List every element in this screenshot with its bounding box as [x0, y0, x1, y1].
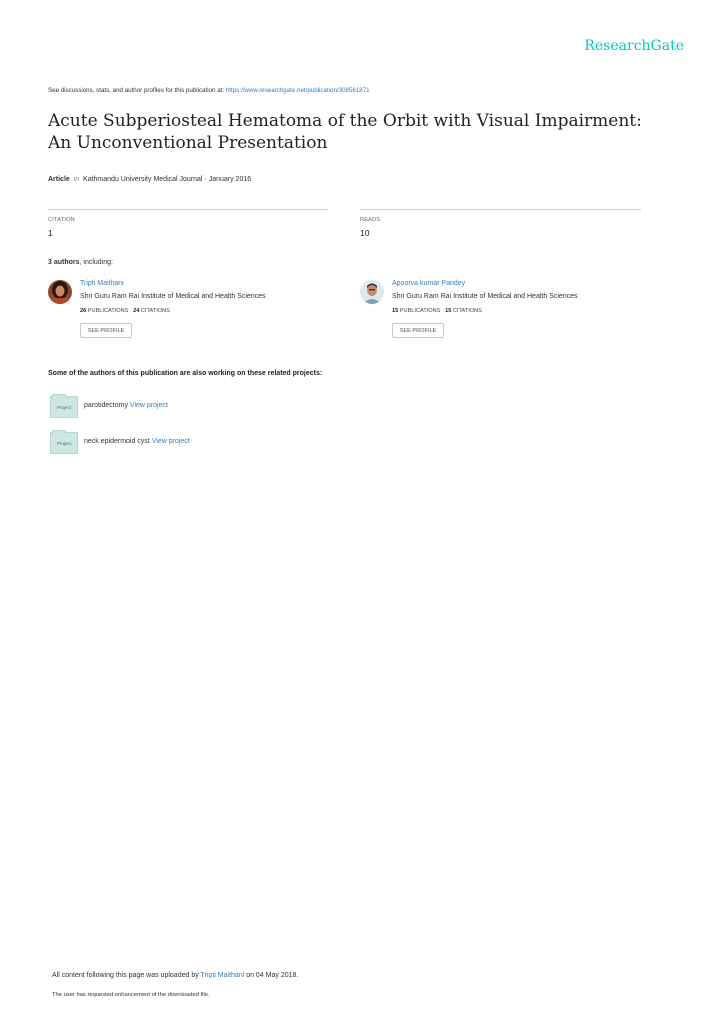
reads-label: READS: [360, 217, 381, 223]
avatar-apoorva-kumar-pandey[interactable]: [360, 280, 384, 304]
uploaded-suffix: on 04 May 2018.: [246, 972, 299, 979]
see-profile-button[interactable]: SEE PROFILE: [392, 323, 444, 338]
publication-type: Article: [48, 176, 70, 183]
request-note: The user has requested enhancement of the downloaded file.: [52, 992, 210, 998]
publications-count: 26: [80, 308, 87, 314]
uploaded-prefix: All content following this page was uploaded by: [52, 972, 199, 979]
author-institution[interactable]: Shri Guru Ram Rai Institute of Medical and Health Sciences: [80, 293, 266, 300]
in-label: in: [73, 176, 80, 183]
publication-url-link[interactable]: https://www.researchgate.net/publication/308561871: [225, 87, 370, 94]
author-name-link[interactable]: Tripti Maithani: [80, 280, 124, 287]
authors-suffix: , including:: [79, 259, 113, 266]
uploader-link[interactable]: Tripti Maithani: [200, 972, 245, 979]
publications-count: 15: [392, 308, 399, 314]
project-thumbnail[interactable]: [50, 396, 78, 418]
see-profile-button[interactable]: SEE PROFILE: [80, 323, 132, 338]
author-name-link[interactable]: Apoorva kumar Pandey: [392, 280, 466, 287]
project-name: neck epidermoid cyst: [84, 438, 150, 445]
avatar-tripti-maithani[interactable]: [48, 280, 72, 304]
citations-count: 24: [133, 308, 140, 314]
author-stats: [392, 308, 482, 314]
avatar-image: [360, 280, 384, 304]
divider-right: [360, 209, 641, 210]
citations-label: CITATIONS: [452, 308, 482, 314]
project-thumbnail-label: Project: [56, 404, 71, 410]
publications-label: PUBLICATIONS: [87, 308, 129, 314]
project-name: parotidectomy: [84, 402, 128, 409]
project-thumbnail[interactable]: [50, 432, 78, 454]
authors-heading: [48, 259, 113, 266]
related-projects-heading: Some of the authors of this publication are also working on these related projects:: [48, 370, 323, 377]
discussion-line: [48, 87, 370, 94]
author-stats: [80, 308, 170, 314]
citations-label: CITATIONS: [140, 308, 170, 314]
view-project-link[interactable]: View project: [129, 402, 168, 409]
citation-value: 1: [48, 228, 53, 238]
citations-count: 15: [445, 308, 452, 314]
project-item: [84, 402, 168, 409]
divider-left: [48, 209, 328, 210]
researchgate-logo[interactable]: ResearchGate: [584, 38, 684, 54]
discussion-prefix: See discussions, stats, and author profiles for this publication at:: [48, 87, 225, 94]
publication-title: Acute Subperiosteal Hematoma of the Orbit with Visual Impairment: An Unconventional Presentation: [48, 111, 642, 153]
author-institution[interactable]: Shri Guru Ram Rai Institute of Medical and Health Sciences: [392, 293, 578, 300]
project-item: [84, 438, 190, 445]
view-project-link[interactable]: View project: [151, 438, 190, 445]
publication-meta: [48, 176, 251, 183]
project-thumbnail-label: Project: [56, 440, 71, 446]
reads-value: 10: [360, 228, 370, 238]
citation-label: CITATION: [48, 217, 75, 223]
uploaded-note: [52, 972, 298, 979]
publications-label: PUBLICATIONS: [399, 308, 441, 314]
journal-name: Kathmandu University Medical Journal · January 2016: [83, 176, 252, 183]
avatar-image: [48, 280, 72, 304]
authors-count: 3 authors: [48, 259, 80, 266]
